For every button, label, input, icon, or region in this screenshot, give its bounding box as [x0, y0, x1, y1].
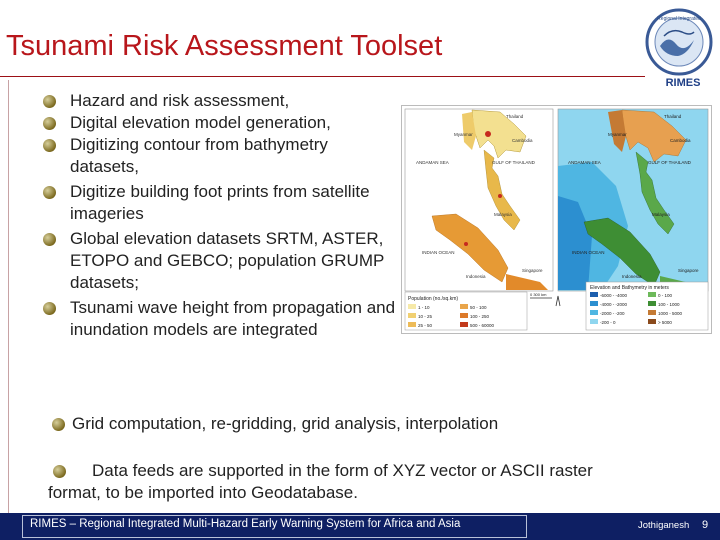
footer-bar: [0, 513, 720, 540]
footer-author: Jothiganesh: [638, 520, 690, 531]
svg-text:0 300 km: 0 300 km: [530, 292, 547, 297]
map-label: Thailand: [506, 114, 524, 119]
bullet-item: [40, 134, 400, 178]
bullet-item: [48, 460, 648, 504]
map-label: Myanmar: [608, 132, 627, 137]
bullet-text: Data feeds are supported in the form of XYZ vector or ASCII raster format, to be imported into Geodatabase.: [48, 461, 593, 502]
bullet-text: Tsunami wave height from propagation and inundation models are integrated: [70, 298, 396, 339]
north-arrow-icon: [556, 296, 560, 306]
bullet-text: Digitize building foot prints from satellite imageries: [70, 182, 370, 223]
left-margin-line: [8, 80, 9, 520]
logo-text: RIMES: [665, 77, 701, 89]
bullet-icon: [52, 418, 65, 431]
map-label: INDIAN OCEAN: [572, 250, 605, 255]
map-label: GULF OF THAILAND: [492, 160, 535, 165]
legend-item: 10 - 25: [418, 314, 433, 319]
map-label: Cambodia: [512, 138, 533, 143]
legend-item: -6000 - -4000: [600, 293, 628, 298]
bullet-text: Global elevation datasets SRTM, ASTER, ETOPO and GEBCO; population GRUMP datasets;: [70, 229, 385, 292]
map-figure-svg: [402, 106, 711, 333]
legend-item: 0 - 100: [658, 293, 673, 298]
page-number: 9: [702, 519, 709, 531]
legend-item: 50 - 100: [470, 305, 487, 310]
bullet-icon: [43, 186, 56, 199]
bullet-icon: [43, 95, 56, 108]
map-label: Myanmar: [454, 132, 473, 137]
bullet-icon: [43, 302, 56, 315]
map-label: Cambodia: [670, 138, 691, 143]
legend-item: -4000 - -2000: [600, 302, 628, 307]
map-label: Singapore: [678, 268, 699, 273]
scale-bar: [530, 292, 560, 306]
population-legend: [405, 292, 527, 330]
legend-item: > 5000: [658, 320, 672, 325]
map-label: ANDAMAN SEA: [416, 160, 449, 165]
bullet-text: Grid computation, re-gridding, grid analysis, interpolation: [72, 414, 499, 433]
legend-item: 1000 - 5000: [658, 311, 683, 316]
legend-item: 100 - 1000: [658, 302, 680, 307]
legend-item: 500 - 60000: [470, 323, 495, 328]
bullet-item: [40, 297, 400, 341]
legend-item: 25 - 50: [418, 323, 433, 328]
population-map: [405, 109, 553, 291]
title-underline: [0, 76, 645, 77]
legend-item: 1 - 10: [418, 305, 430, 310]
elevation-map: [558, 109, 708, 291]
map-label: GULF OF THAILAND: [648, 160, 691, 165]
bullet-item: [40, 90, 400, 112]
bullet-icon: [43, 233, 56, 246]
map-label: INDIAN OCEAN: [422, 250, 455, 255]
rimes-logo: [642, 6, 716, 90]
slide-title: Tsunami Risk Assessment Toolset: [6, 30, 443, 62]
bullet-item: [40, 181, 400, 225]
map-label: Indonesia: [622, 274, 642, 279]
legend-item: 100 - 250: [470, 314, 490, 319]
map-label: Indonesia: [466, 274, 486, 279]
map-label: Malaysia: [652, 212, 670, 217]
legend-title: Population (no./sq.km): [408, 296, 459, 302]
bullet-text: Digital elevation model generation,: [70, 113, 331, 132]
bullet-list: [40, 90, 400, 341]
bullet-item: [40, 112, 400, 134]
bullet-icon: [43, 117, 56, 130]
map-label: Singapore: [522, 268, 543, 273]
bullet-icon: [43, 139, 56, 152]
legend-item: -200 - 0: [600, 320, 616, 325]
map-figure: [401, 105, 712, 334]
map-label: Thailand: [664, 114, 682, 119]
svg-text:Regional Integrated: Regional Integrated: [657, 16, 701, 22]
bullet-text: Digitizing contour from bathymetry datasets,: [70, 135, 328, 176]
map-label: ANDAMAN SEA: [568, 160, 601, 165]
elevation-legend: [586, 282, 708, 330]
bullet-item: [48, 413, 648, 435]
footer-text: RIMES – Regional Integrated Multi-Hazard Early Warning System for Africa and Asia: [30, 518, 461, 530]
map-label: Malaysia: [494, 212, 512, 217]
bullet-icon: [53, 465, 66, 478]
legend-item: -2000 - -200: [600, 311, 625, 316]
legend-title: Elevation and Bathymetry in meters: [590, 285, 669, 291]
bullet-text: Hazard and risk assessment,: [70, 91, 290, 110]
bullet-item: [40, 228, 400, 294]
